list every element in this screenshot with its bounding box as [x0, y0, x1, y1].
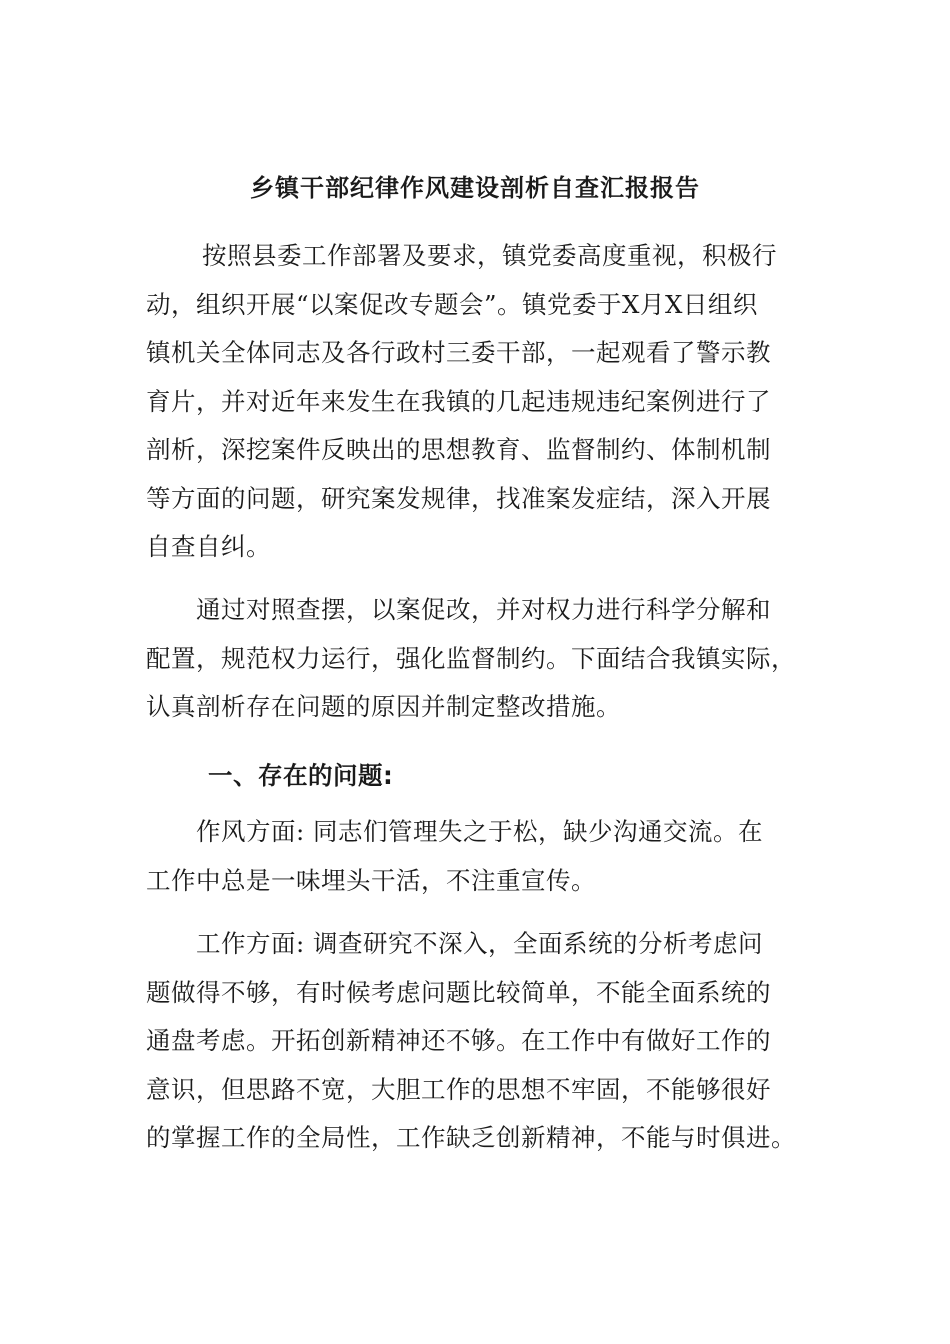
intro-paragraph [146, 232, 806, 572]
paragraph-line: 等方面的问题，研究案发规律，找准案发症结，深入开展 [146, 483, 771, 513]
paragraph-line: 镇机关全体同志及各行政村三委干部，一起观看了警示教 [146, 338, 771, 367]
issue-work-paragraph [146, 920, 806, 1163]
paragraph-line: 按照县委工作部署及要求，镇党委高度重视，积极行 [202, 241, 777, 270]
paragraph-line: 配置，规范权力运行，强化监督制约。下面结合我镇实际， [146, 643, 796, 673]
paragraph-line: 通过对照查摆，以案促改，并对权力进行科学分解和 [196, 595, 771, 624]
paragraph-line: 工作中总是一味埋头干活，不注重宣传。 [146, 865, 596, 895]
paragraph-line: 认真剖析存在问题的原因并制定整改措施。 [146, 692, 621, 721]
paragraph-line: 的掌握工作的全局性，工作缺乏创新精神，不能与时俱进。 [146, 1123, 796, 1152]
section-heading: 一、存在的问题: [208, 761, 394, 790]
paragraph-line: 工作方面: 调查研究不深入，全面系统的分析考虑问 [196, 929, 764, 958]
document-title: 乡镇干部纪律作风建设剖析自查汇报报告 [250, 174, 700, 202]
paragraph-line: 题做得不够，有时候考虑问题比较简单，不能全面系统的 [146, 977, 771, 1007]
paragraph-line: 动，组织开展“以案促改专题会”。镇党委于X月X日组织 [146, 289, 758, 319]
paragraph-line: 剖析，深挖案件反映出的思想教育、监督制约、体制机制 [146, 435, 771, 464]
paragraph-line: 意识，但思路不宽，大胆工作的思想不牢固，不能够很好 [146, 1074, 771, 1104]
paragraph-line: 自查自纠。 [146, 532, 271, 561]
issue-style-paragraph [146, 808, 806, 905]
paragraph-line: 育片，并对近年来发生在我镇的几起违规违纪案例进行了 [146, 386, 771, 416]
summary-paragraph [146, 586, 806, 732]
paragraph-line: 作风方面: 同志们管理失之于松，缺少沟通交流。在 [196, 817, 764, 846]
paragraph-line: 通盘考虑。开拓创新精神还不够。在工作中有做好工作的 [146, 1026, 771, 1055]
